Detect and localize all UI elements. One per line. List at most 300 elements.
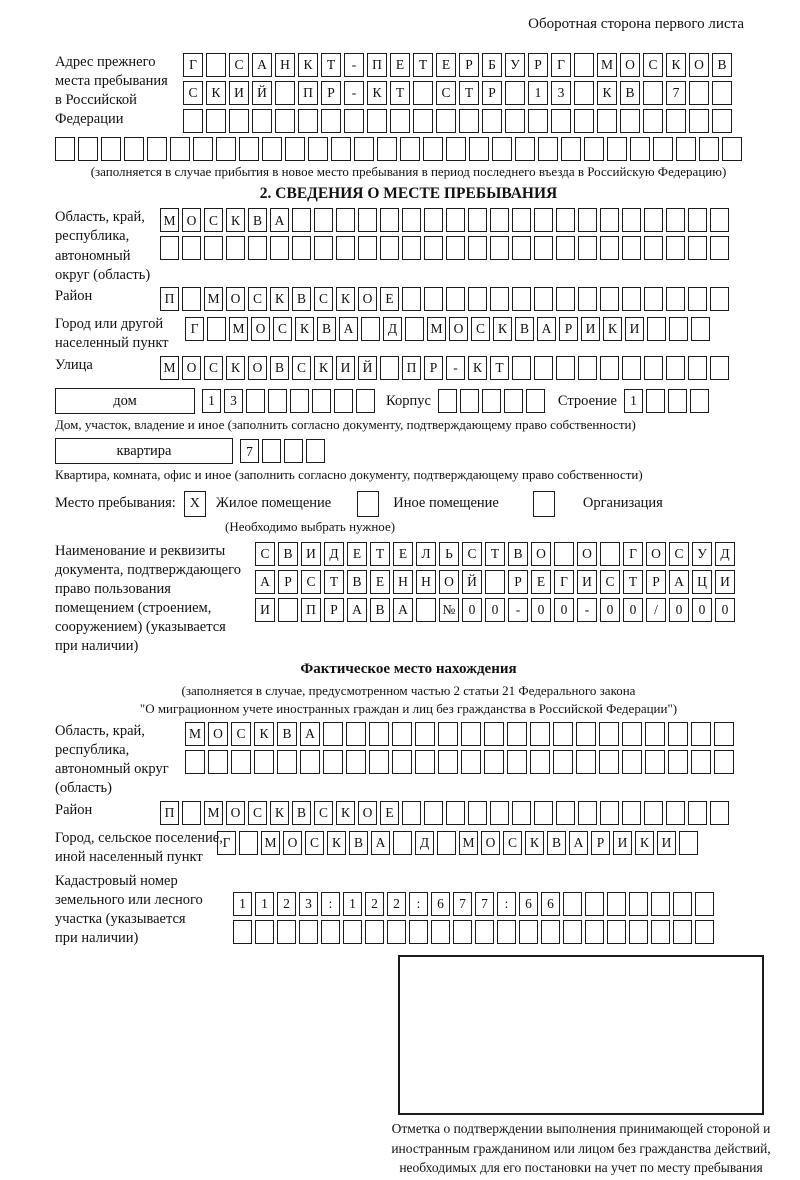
char-box[interactable]: С <box>436 81 456 105</box>
char-box[interactable] <box>528 109 548 133</box>
char-box[interactable] <box>622 722 642 746</box>
char-box[interactable] <box>331 137 351 161</box>
char-box[interactable] <box>323 722 343 746</box>
char-box[interactable] <box>231 750 251 774</box>
char-box[interactable] <box>461 722 481 746</box>
char-box[interactable] <box>300 750 320 774</box>
char-box[interactable]: М <box>261 831 280 855</box>
char-box[interactable] <box>336 236 355 260</box>
char-box[interactable]: Е <box>531 570 551 594</box>
char-box[interactable] <box>574 109 594 133</box>
char-box[interactable] <box>299 920 318 944</box>
char-box[interactable] <box>252 109 272 133</box>
stay-type-checkbox-organization[interactable] <box>533 491 555 517</box>
char-box[interactable]: Е <box>380 287 399 311</box>
char-box[interactable] <box>475 920 494 944</box>
char-box[interactable]: 1 <box>343 892 362 916</box>
char-box[interactable] <box>216 137 236 161</box>
char-box[interactable] <box>312 389 331 413</box>
char-box[interactable] <box>208 750 228 774</box>
char-box[interactable]: О <box>439 570 459 594</box>
char-box[interactable]: 0 <box>462 598 482 622</box>
char-box[interactable]: С <box>314 287 333 311</box>
char-box[interactable]: О <box>646 542 666 566</box>
char-box[interactable] <box>690 389 709 413</box>
char-box[interactable]: Г <box>183 53 203 77</box>
char-box[interactable] <box>651 920 670 944</box>
char-box[interactable]: С <box>643 53 663 77</box>
char-box[interactable] <box>710 236 729 260</box>
char-box[interactable] <box>361 317 380 341</box>
char-box[interactable] <box>402 287 421 311</box>
char-box[interactable] <box>437 831 456 855</box>
char-box[interactable] <box>358 236 377 260</box>
char-box[interactable]: П <box>402 356 421 380</box>
char-box[interactable]: В <box>292 287 311 311</box>
char-box[interactable]: 0 <box>600 598 620 622</box>
char-box[interactable] <box>578 236 597 260</box>
char-box[interactable]: К <box>298 53 318 77</box>
char-box[interactable] <box>600 208 619 232</box>
char-box[interactable] <box>377 137 397 161</box>
char-box[interactable] <box>308 137 328 161</box>
char-box[interactable]: Ь <box>439 542 459 566</box>
char-box[interactable]: № <box>439 598 459 622</box>
char-box[interactable] <box>446 287 465 311</box>
char-box[interactable] <box>292 236 311 260</box>
char-box[interactable] <box>268 389 287 413</box>
char-box[interactable]: С <box>204 356 223 380</box>
char-box[interactable] <box>459 109 479 133</box>
char-box[interactable]: И <box>255 598 275 622</box>
char-box[interactable]: Д <box>324 542 344 566</box>
char-box[interactable] <box>507 750 527 774</box>
char-box[interactable] <box>226 236 245 260</box>
char-box[interactable] <box>239 831 258 855</box>
char-box[interactable] <box>691 722 711 746</box>
char-box[interactable] <box>453 920 472 944</box>
char-box[interactable] <box>229 109 249 133</box>
char-box[interactable]: Р <box>528 53 548 77</box>
char-box[interactable] <box>622 356 641 380</box>
char-box[interactable]: / <box>646 598 666 622</box>
char-box[interactable]: 3 <box>299 892 318 916</box>
char-box[interactable] <box>691 317 710 341</box>
char-box[interactable]: Р <box>508 570 528 594</box>
char-box[interactable] <box>334 389 353 413</box>
char-box[interactable] <box>530 750 550 774</box>
char-box[interactable] <box>415 722 435 746</box>
char-box[interactable]: О <box>251 317 270 341</box>
char-box[interactable]: Е <box>347 542 367 566</box>
char-box[interactable] <box>323 750 343 774</box>
char-box[interactable]: С <box>305 831 324 855</box>
char-box[interactable]: С <box>503 831 522 855</box>
char-box[interactable]: К <box>468 356 487 380</box>
char-box[interactable] <box>277 750 297 774</box>
char-box[interactable] <box>643 81 663 105</box>
char-box[interactable] <box>367 109 387 133</box>
char-box[interactable] <box>519 920 538 944</box>
char-box[interactable]: Е <box>380 801 399 825</box>
char-box[interactable]: Т <box>390 81 410 105</box>
char-box[interactable]: А <box>255 570 275 594</box>
char-box[interactable]: У <box>505 53 525 77</box>
char-box[interactable] <box>578 208 597 232</box>
char-box[interactable]: С <box>292 356 311 380</box>
char-box[interactable]: В <box>515 317 534 341</box>
char-box[interactable]: О <box>226 287 245 311</box>
char-box[interactable]: И <box>229 81 249 105</box>
char-box[interactable] <box>689 109 709 133</box>
char-box[interactable] <box>534 208 553 232</box>
char-box[interactable] <box>206 109 226 133</box>
char-box[interactable] <box>688 356 707 380</box>
char-box[interactable] <box>556 356 575 380</box>
char-box[interactable]: Р <box>559 317 578 341</box>
char-box[interactable]: К <box>525 831 544 855</box>
char-box[interactable]: М <box>204 287 223 311</box>
char-box[interactable] <box>607 137 627 161</box>
char-box[interactable]: 0 <box>531 598 551 622</box>
char-box[interactable] <box>699 137 719 161</box>
char-box[interactable] <box>336 208 355 232</box>
char-box[interactable]: : <box>409 892 428 916</box>
char-box[interactable] <box>644 356 663 380</box>
char-box[interactable] <box>563 920 582 944</box>
char-box[interactable]: К <box>493 317 512 341</box>
house-field-box[interactable]: дом <box>55 388 195 414</box>
char-box[interactable]: К <box>295 317 314 341</box>
char-box[interactable] <box>482 109 502 133</box>
char-box[interactable] <box>248 236 267 260</box>
char-box[interactable]: : <box>497 892 516 916</box>
char-box[interactable] <box>239 137 259 161</box>
char-box[interactable] <box>578 287 597 311</box>
char-box[interactable]: В <box>620 81 640 105</box>
char-box[interactable]: М <box>427 317 446 341</box>
char-box[interactable] <box>600 542 620 566</box>
char-box[interactable] <box>574 81 594 105</box>
char-box[interactable]: Г <box>554 570 574 594</box>
char-box[interactable]: К <box>666 53 686 77</box>
char-box[interactable]: Р <box>278 570 298 594</box>
char-box[interactable]: - <box>344 53 364 77</box>
char-box[interactable] <box>561 137 581 161</box>
char-box[interactable]: П <box>160 801 179 825</box>
char-box[interactable] <box>688 236 707 260</box>
char-box[interactable] <box>556 208 575 232</box>
char-box[interactable] <box>262 137 282 161</box>
char-box[interactable]: О <box>182 208 201 232</box>
char-box[interactable] <box>689 81 709 105</box>
char-box[interactable] <box>669 317 688 341</box>
char-box[interactable] <box>688 287 707 311</box>
char-box[interactable] <box>436 109 456 133</box>
char-box[interactable]: М <box>204 801 223 825</box>
char-box[interactable]: 3 <box>551 81 571 105</box>
char-box[interactable]: Ц <box>692 570 712 594</box>
char-box[interactable] <box>468 287 487 311</box>
char-box[interactable] <box>534 236 553 260</box>
char-box[interactable] <box>553 722 573 746</box>
char-box[interactable] <box>534 356 553 380</box>
char-box[interactable] <box>585 892 604 916</box>
char-box[interactable]: Г <box>185 317 204 341</box>
char-box[interactable]: Л <box>416 542 436 566</box>
char-box[interactable]: Р <box>424 356 443 380</box>
char-box[interactable] <box>183 109 203 133</box>
char-box[interactable]: Т <box>623 570 643 594</box>
char-box[interactable] <box>446 801 465 825</box>
char-box[interactable]: В <box>317 317 336 341</box>
char-box[interactable] <box>431 920 450 944</box>
char-box[interactable] <box>574 53 594 77</box>
char-box[interactable] <box>354 137 374 161</box>
char-box[interactable]: Н <box>416 570 436 594</box>
char-box[interactable] <box>643 109 663 133</box>
char-box[interactable] <box>369 722 389 746</box>
char-box[interactable]: А <box>339 317 358 341</box>
char-box[interactable]: К <box>254 722 274 746</box>
char-box[interactable]: В <box>370 598 390 622</box>
char-box[interactable]: П <box>298 81 318 105</box>
char-box[interactable] <box>630 137 650 161</box>
char-box[interactable] <box>507 722 527 746</box>
char-box[interactable]: Т <box>321 53 341 77</box>
char-box[interactable] <box>644 287 663 311</box>
char-box[interactable]: К <box>635 831 654 855</box>
char-box[interactable]: Д <box>415 831 434 855</box>
char-box[interactable] <box>607 892 626 916</box>
char-box[interactable] <box>556 287 575 311</box>
char-box[interactable]: О <box>182 356 201 380</box>
char-box[interactable] <box>505 109 525 133</box>
char-box[interactable]: И <box>657 831 676 855</box>
char-box[interactable] <box>469 137 489 161</box>
char-box[interactable]: И <box>613 831 632 855</box>
char-box[interactable]: 2 <box>365 892 384 916</box>
char-box[interactable]: 0 <box>669 598 689 622</box>
char-box[interactable] <box>710 356 729 380</box>
char-box[interactable] <box>55 137 75 161</box>
char-box[interactable] <box>512 236 531 260</box>
char-box[interactable]: 7 <box>453 892 472 916</box>
char-box[interactable] <box>402 208 421 232</box>
char-box[interactable] <box>645 750 665 774</box>
char-box[interactable] <box>714 722 734 746</box>
char-box[interactable] <box>710 801 729 825</box>
char-box[interactable]: К <box>327 831 346 855</box>
char-box[interactable] <box>688 801 707 825</box>
char-box[interactable]: 1 <box>202 389 221 413</box>
char-box[interactable]: С <box>301 570 321 594</box>
char-box[interactable] <box>622 208 641 232</box>
char-box[interactable]: С <box>248 801 267 825</box>
char-box[interactable]: В <box>292 801 311 825</box>
char-box[interactable] <box>369 750 389 774</box>
char-box[interactable] <box>722 137 742 161</box>
char-box[interactable]: О <box>689 53 709 77</box>
char-box[interactable]: О <box>208 722 228 746</box>
char-box[interactable]: Р <box>482 81 502 105</box>
char-box[interactable] <box>484 722 504 746</box>
char-box[interactable] <box>314 236 333 260</box>
char-box[interactable] <box>712 109 732 133</box>
char-box[interactable]: Р <box>459 53 479 77</box>
stay-type-checkbox-other[interactable] <box>357 491 379 517</box>
char-box[interactable]: А <box>669 570 689 594</box>
char-box[interactable]: Е <box>390 53 410 77</box>
char-box[interactable] <box>673 892 692 916</box>
char-box[interactable] <box>666 109 686 133</box>
char-box[interactable] <box>275 109 295 133</box>
char-box[interactable] <box>182 287 201 311</box>
char-box[interactable]: М <box>597 53 617 77</box>
char-box[interactable] <box>576 750 596 774</box>
char-box[interactable] <box>124 137 144 161</box>
char-box[interactable] <box>644 236 663 260</box>
char-box[interactable] <box>438 389 457 413</box>
char-box[interactable] <box>485 570 505 594</box>
stay-type-checkbox-residential[interactable]: X <box>184 491 206 517</box>
char-box[interactable]: К <box>226 208 245 232</box>
char-box[interactable]: А <box>393 598 413 622</box>
char-box[interactable] <box>424 208 443 232</box>
char-box[interactable] <box>185 750 205 774</box>
char-box[interactable] <box>600 287 619 311</box>
char-box[interactable]: В <box>248 208 267 232</box>
char-box[interactable]: А <box>252 53 272 77</box>
char-box[interactable]: 7 <box>475 892 494 916</box>
char-box[interactable]: Д <box>383 317 402 341</box>
char-box[interactable]: М <box>160 356 179 380</box>
char-box[interactable]: В <box>270 356 289 380</box>
char-box[interactable] <box>402 236 421 260</box>
char-box[interactable] <box>551 109 571 133</box>
char-box[interactable] <box>515 137 535 161</box>
char-box[interactable] <box>556 801 575 825</box>
char-box[interactable]: К <box>206 81 226 105</box>
char-box[interactable] <box>644 208 663 232</box>
char-box[interactable]: К <box>336 287 355 311</box>
char-box[interactable]: 0 <box>715 598 735 622</box>
char-box[interactable]: 0 <box>623 598 643 622</box>
char-box[interactable] <box>365 920 384 944</box>
char-box[interactable]: Р <box>646 570 666 594</box>
char-box[interactable] <box>468 236 487 260</box>
char-box[interactable] <box>629 892 648 916</box>
char-box[interactable]: В <box>712 53 732 77</box>
char-box[interactable]: М <box>459 831 478 855</box>
char-box[interactable] <box>620 109 640 133</box>
char-box[interactable] <box>578 356 597 380</box>
char-box[interactable]: К <box>367 81 387 105</box>
char-box[interactable] <box>204 236 223 260</box>
char-box[interactable] <box>380 356 399 380</box>
char-box[interactable] <box>387 920 406 944</box>
char-box[interactable] <box>668 750 688 774</box>
char-box[interactable] <box>576 722 596 746</box>
char-box[interactable] <box>676 137 696 161</box>
char-box[interactable]: 3 <box>224 389 243 413</box>
char-box[interactable]: Н <box>275 53 295 77</box>
char-box[interactable] <box>622 236 641 260</box>
char-box[interactable]: 6 <box>519 892 538 916</box>
char-box[interactable]: И <box>577 570 597 594</box>
char-box[interactable]: С <box>204 208 223 232</box>
char-box[interactable] <box>405 317 424 341</box>
char-box[interactable] <box>599 722 619 746</box>
char-box[interactable] <box>392 750 412 774</box>
char-box[interactable]: И <box>581 317 600 341</box>
char-box[interactable]: О <box>577 542 597 566</box>
char-box[interactable] <box>380 208 399 232</box>
char-box[interactable] <box>600 356 619 380</box>
char-box[interactable] <box>600 801 619 825</box>
char-box[interactable]: 1 <box>233 892 252 916</box>
char-box[interactable]: К <box>336 801 355 825</box>
char-box[interactable]: О <box>358 287 377 311</box>
char-box[interactable]: В <box>547 831 566 855</box>
char-box[interactable] <box>344 109 364 133</box>
char-box[interactable] <box>534 801 553 825</box>
char-box[interactable] <box>646 389 665 413</box>
char-box[interactable]: 6 <box>541 892 560 916</box>
char-box[interactable]: 1 <box>624 389 643 413</box>
char-box[interactable]: С <box>669 542 689 566</box>
char-box[interactable] <box>553 750 573 774</box>
char-box[interactable]: 7 <box>240 439 259 463</box>
char-box[interactable] <box>714 750 734 774</box>
char-box[interactable] <box>343 920 362 944</box>
char-box[interactable] <box>668 722 688 746</box>
char-box[interactable]: А <box>371 831 390 855</box>
char-box[interactable]: С <box>471 317 490 341</box>
char-box[interactable]: С <box>229 53 249 77</box>
char-box[interactable] <box>710 287 729 311</box>
char-box[interactable]: И <box>715 570 735 594</box>
char-box[interactable]: А <box>537 317 556 341</box>
char-box[interactable]: К <box>226 356 245 380</box>
char-box[interactable]: Г <box>623 542 643 566</box>
char-box[interactable]: О <box>283 831 302 855</box>
char-box[interactable] <box>285 137 305 161</box>
char-box[interactable] <box>554 542 574 566</box>
char-box[interactable]: О <box>226 801 245 825</box>
char-box[interactable] <box>512 356 531 380</box>
char-box[interactable] <box>423 137 443 161</box>
char-box[interactable] <box>446 236 465 260</box>
char-box[interactable] <box>695 920 714 944</box>
char-box[interactable]: А <box>300 722 320 746</box>
char-box[interactable] <box>321 109 341 133</box>
char-box[interactable]: 2 <box>387 892 406 916</box>
char-box[interactable]: О <box>248 356 267 380</box>
char-box[interactable] <box>356 389 375 413</box>
char-box[interactable] <box>653 137 673 161</box>
char-box[interactable]: Т <box>490 356 509 380</box>
apartment-field-box[interactable]: квартира <box>55 438 233 464</box>
char-box[interactable]: - <box>577 598 597 622</box>
char-box[interactable] <box>314 208 333 232</box>
char-box[interactable] <box>530 722 550 746</box>
char-box[interactable]: - <box>508 598 528 622</box>
char-box[interactable] <box>438 750 458 774</box>
char-box[interactable]: Е <box>370 570 390 594</box>
char-box[interactable]: О <box>481 831 500 855</box>
char-box[interactable] <box>584 137 604 161</box>
